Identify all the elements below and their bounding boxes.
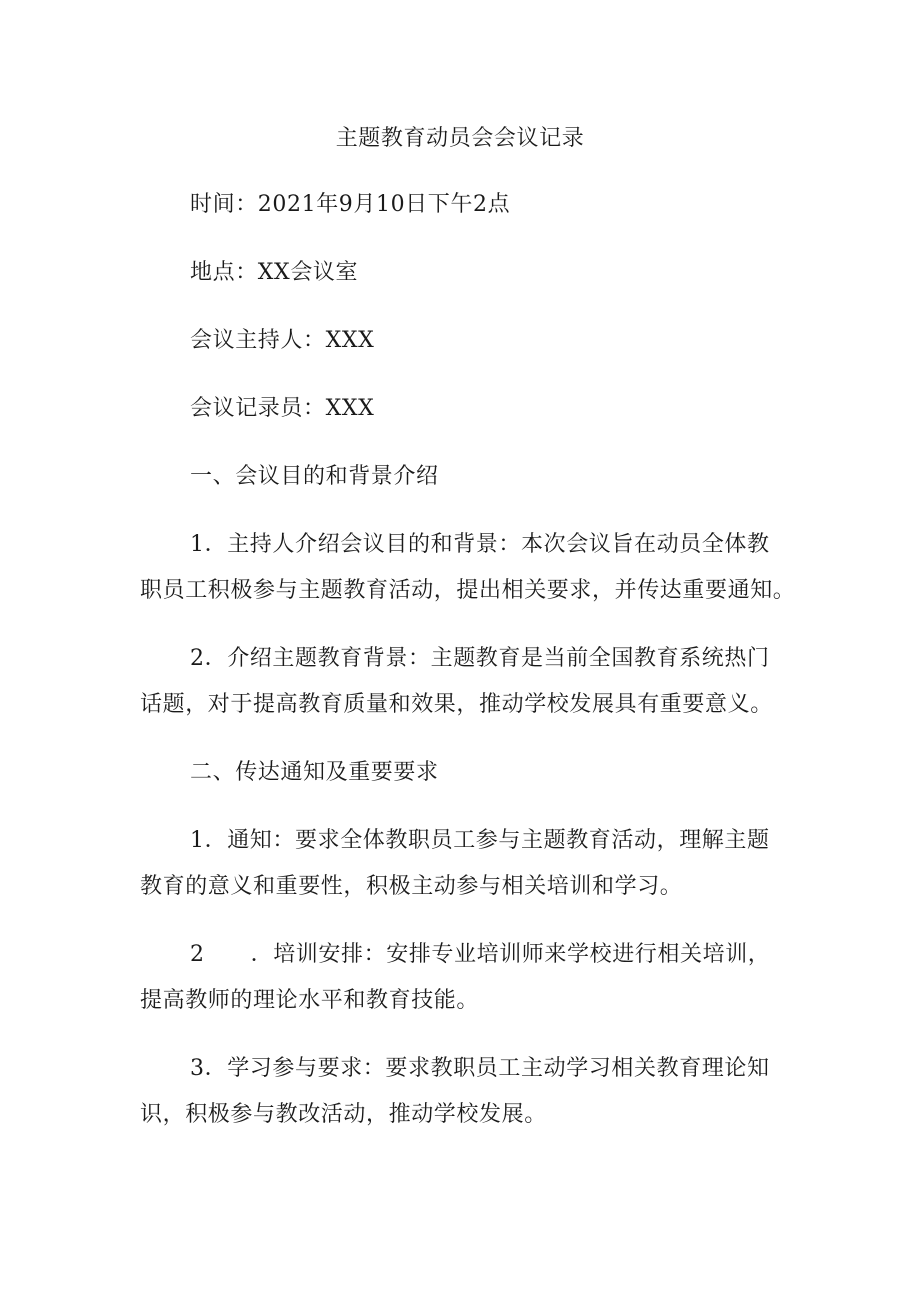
- meeting-place: 地点：XX会议室: [190, 260, 359, 285]
- section2-item1-line2: 教育的意义和重要性，积极主动参与相关培训和学习。: [140, 874, 683, 899]
- section2-heading: 二、传达通知及重要要求: [190, 760, 439, 785]
- document-title: 主题教育动员会会议记录: [335, 126, 585, 151]
- section1-heading: 一、会议目的和背景介绍: [190, 464, 439, 489]
- section1-item2-line1: 2．介绍主题教育背景：主题教育是当前全国教育系统热门: [190, 646, 770, 671]
- section1-item1-line1: 1．主持人介绍会议目的和背景：本次会议旨在动员全体教: [190, 532, 770, 557]
- section2-item2-line1: [190, 940, 770, 970]
- meeting-recorder: 会议记录员：XXX: [190, 396, 375, 421]
- section2-item3-line2: 识，积极参与教改活动，推动学校发展。: [140, 1102, 547, 1127]
- section2-item3-line1: 3．学习参与要求：要求教职员工主动学习相关教育理论知: [190, 1056, 770, 1081]
- meeting-host: 会议主持人：XXX: [190, 328, 375, 353]
- section2-item2-text: ．培训安排：安排专业培训师来学校进行相关培训，: [250, 942, 771, 967]
- section2-item1-line1: 1．通知：要求全体教职员工参与主题教育活动，理解主题: [190, 828, 770, 853]
- meeting-time: 时间：2021年9月10日下午2点: [190, 192, 511, 217]
- section2-item2-number: 2: [190, 942, 205, 967]
- section2-item2-line2: 提高教师的理论水平和教育技能。: [140, 988, 480, 1013]
- section1-item2-line2: 话题，对于提高教育质量和效果，推动学校发展具有重要意义。: [140, 692, 773, 717]
- section1-item1-line2: 职员工积极参与主题教育活动，提出相关要求，并传达重要通知。: [140, 578, 796, 603]
